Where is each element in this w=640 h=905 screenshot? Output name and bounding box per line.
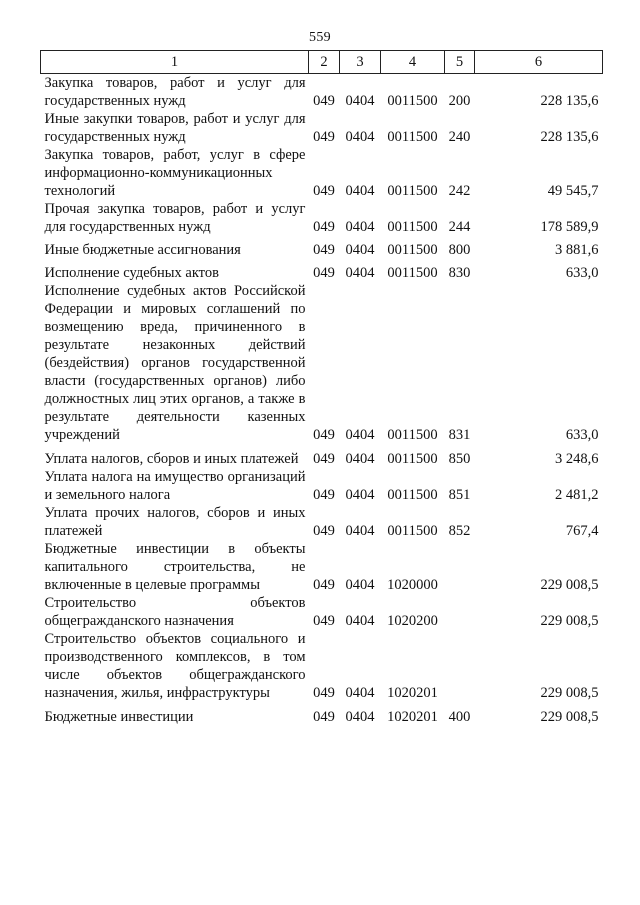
row-name: Бюджетные инвестиции (44, 709, 194, 725)
row-name: Прочая закупка товаров, работ и услуг для государственных нужд (44, 201, 306, 235)
row-csr: 0011500 (387, 183, 438, 199)
row-rz: 0404 (345, 523, 375, 539)
table-row (41, 702, 603, 726)
row-gr: 049 (313, 219, 335, 235)
row-gr: 049 (313, 487, 335, 503)
row-vr (445, 630, 475, 702)
row-gr: 049 (313, 427, 335, 443)
row-vr (445, 594, 475, 630)
row-rz: 0404 (345, 685, 375, 701)
table-row (41, 594, 603, 630)
row-name: Иные бюджетные ассигнования (44, 242, 241, 258)
row-rz: 0404 (345, 427, 375, 443)
row-name: Исполнение судебных актов (44, 265, 219, 281)
row-name: Исполнение судебных актов Российской Федерации и мировых соглашений по возмещению вреда, причиненного в результате незаконных действий (бездействия) органов государственной власти (государственных органов) либо должностных лиц этих органов, а также в результате деятельности казенных учреждений (44, 283, 306, 443)
row-csr: 0011500 (387, 487, 438, 503)
row-gr: 049 (313, 129, 335, 145)
row-vr: 200 (448, 93, 471, 109)
row-csr: 0011500 (387, 219, 438, 235)
row-rz: 0404 (345, 129, 375, 145)
row-rz: 0404 (345, 183, 375, 199)
table-header (41, 51, 603, 74)
row-sum: 633,0 (565, 427, 599, 443)
row-gr: 049 (313, 709, 335, 725)
header-col-2: 2 (309, 51, 340, 74)
budget-table (40, 50, 603, 726)
row-rz: 0404 (345, 219, 375, 235)
row-sum: 49 545,7 (547, 183, 599, 199)
row-name: Закупка товаров, работ и услуг для государственных нужд (44, 75, 306, 109)
row-name: Закупка товаров, работ, услуг в сфере информационно-коммуникационных технологий (44, 147, 306, 199)
row-vr (445, 540, 475, 594)
row-csr: 0011500 (387, 265, 438, 281)
row-name: Уплата налога на имущество организаций и земельного налога (44, 469, 306, 503)
row-rz: 0404 (345, 709, 375, 725)
row-vr: 800 (448, 242, 471, 258)
table-row (41, 110, 603, 146)
row-rz: 0404 (345, 451, 375, 467)
row-sum: 229 008,5 (540, 613, 599, 629)
row-gr: 049 (313, 242, 335, 258)
row-vr: 830 (448, 265, 471, 281)
row-csr: 0011500 (387, 242, 438, 258)
row-sum: 228 135,6 (540, 129, 599, 145)
row-name: Бюджетные инвестиции в объекты капитального строительства, не включенные в целевые программы (44, 541, 306, 593)
row-sum: 2 481,2 (555, 487, 599, 503)
row-name: Уплата прочих налогов, сборов и иных платежей (44, 505, 306, 539)
table-row (41, 236, 603, 259)
row-sum: 3 248,6 (555, 451, 599, 467)
row-gr: 049 (313, 577, 335, 593)
row-csr: 0011500 (387, 523, 438, 539)
row-vr: 851 (448, 487, 471, 503)
row-gr: 049 (313, 685, 335, 701)
table-row (41, 504, 603, 540)
header-col-4: 4 (381, 51, 445, 74)
header-col-6: 6 (475, 51, 603, 74)
row-rz: 0404 (345, 93, 375, 109)
row-vr: 831 (448, 427, 471, 443)
row-sum: 229 008,5 (540, 709, 599, 725)
row-sum: 229 008,5 (540, 577, 599, 593)
row-csr: 1020000 (387, 577, 438, 593)
row-csr: 0011500 (387, 427, 438, 443)
row-sum: 228 135,6 (540, 93, 599, 109)
row-gr: 049 (313, 523, 335, 539)
table-row (41, 468, 603, 504)
row-sum: 229 008,5 (540, 685, 599, 701)
header-col-5: 5 (445, 51, 475, 74)
row-csr: 1020201 (387, 685, 438, 701)
row-gr: 049 (313, 183, 335, 199)
row-name: Уплата налогов, сборов и иных платежей (44, 451, 299, 467)
table-row (41, 74, 603, 111)
table-row (41, 282, 603, 444)
row-rz: 0404 (345, 242, 375, 258)
row-gr: 049 (313, 265, 335, 281)
row-gr: 049 (313, 93, 335, 109)
row-rz: 0404 (345, 265, 375, 281)
row-rz: 0404 (345, 613, 375, 629)
header-col-1: 1 (41, 51, 309, 74)
row-csr: 0011500 (387, 93, 438, 109)
row-csr: 1020200 (387, 613, 438, 629)
row-vr: 400 (448, 709, 471, 725)
table-body (41, 74, 603, 727)
row-gr: 049 (313, 613, 335, 629)
row-vr: 852 (448, 523, 471, 539)
row-sum: 178 589,9 (540, 219, 599, 235)
header-col-3: 3 (340, 51, 381, 74)
row-sum: 633,0 (565, 265, 599, 281)
row-name: Иные закупки товаров, работ и услуг для государственных нужд (44, 111, 306, 145)
row-name: Строительство объектов общегражданского назначения (44, 595, 306, 629)
row-rz: 0404 (345, 487, 375, 503)
row-vr: 244 (448, 219, 471, 235)
row-csr: 0011500 (387, 451, 438, 467)
row-name: Строительство объектов социального и производственного комплексов, в том числе объектов общегражданского назначения, жилья, инфраструктуры (44, 631, 306, 701)
row-gr: 049 (313, 451, 335, 467)
table-row (41, 540, 603, 594)
row-vr: 240 (448, 129, 471, 145)
header-row (41, 51, 603, 74)
row-csr: 1020201 (387, 709, 438, 725)
row-vr: 850 (448, 451, 471, 467)
row-vr: 242 (448, 183, 471, 199)
table-row (41, 444, 603, 468)
table-row (41, 259, 603, 282)
table-row (41, 146, 603, 200)
row-csr: 0011500 (387, 129, 438, 145)
table-row (41, 200, 603, 236)
row-sum: 3 881,6 (555, 242, 599, 258)
page-number: 559 (309, 30, 331, 45)
table-row (41, 630, 603, 702)
row-sum: 767,4 (565, 523, 599, 539)
row-rz: 0404 (345, 577, 375, 593)
